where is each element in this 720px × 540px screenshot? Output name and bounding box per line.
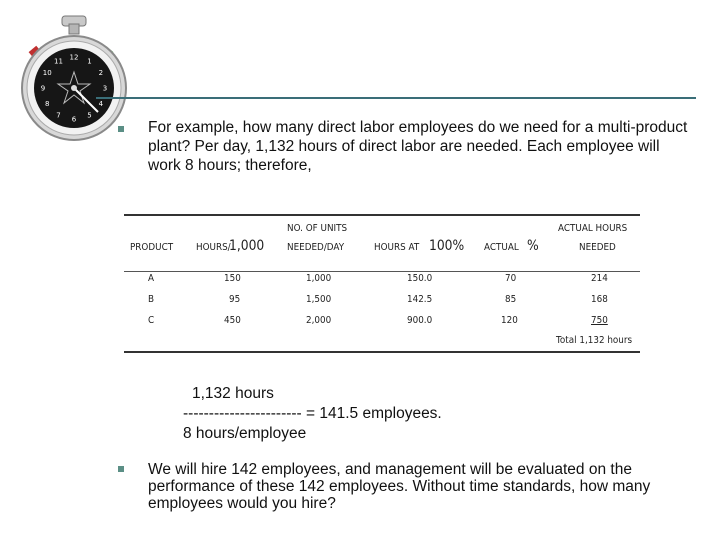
dial-number: 1 (87, 57, 92, 66)
table-total: Total 1,132 hours (556, 335, 633, 346)
col-hours-header-prefix: HOURS/ (196, 242, 231, 253)
col-units-header-line1: NO. OF UNITS (287, 223, 348, 234)
table-cell: A (148, 273, 155, 284)
col-at-header-value: 100% (429, 238, 465, 254)
employee-calculation (183, 384, 442, 444)
table-cell: 900.0 (407, 315, 433, 326)
stopwatch-icon (18, 14, 130, 146)
table-bottom-rule (124, 351, 640, 353)
table-header-rule (124, 271, 640, 272)
table-cell: 2,000 (306, 315, 332, 326)
dial-number: 9 (40, 84, 46, 93)
table-cell: 1,000 (306, 273, 332, 284)
bullet-text-2: We will hire 142 employees, and management will be evaluated on the performance of these 142 employees. Without time standards, how many employees would you hire? (148, 461, 651, 512)
col-actual-header-prefix: ACTUAL (484, 242, 519, 253)
table-cell: 750 (591, 315, 608, 326)
header-rule (96, 97, 696, 99)
calc-denominator: 8 hours/employee (183, 425, 307, 442)
table-cell: 95 (229, 294, 241, 305)
dial-number: 3 (102, 84, 108, 93)
dial-number: 12 (69, 53, 79, 62)
dial-number: 7 (56, 111, 61, 120)
col-hours-header-value: 1,000 (229, 238, 265, 254)
table-top-rule (124, 214, 640, 216)
table-cell: 1,500 (306, 294, 332, 305)
dial-number: 5 (87, 111, 92, 120)
table-cell: 150 (224, 273, 241, 284)
table-cell: 85 (505, 294, 517, 305)
table-cell: C (148, 315, 155, 326)
col-at-header-prefix: HOURS AT (374, 242, 420, 253)
bullet-text-1: For example, how many direct labor employees do we need for a multi-product plant? Per day, 1,132 hours of direct labor are needed. Each employee will work 8 hours; therefore, (148, 119, 688, 174)
table-cell: 168 (591, 294, 608, 305)
col-needed-header-line1: ACTUAL HOURS (558, 223, 628, 234)
table-cell: 214 (591, 273, 608, 284)
table-cell: 70 (505, 273, 517, 284)
calc-numerator: 1,132 hours (192, 385, 274, 402)
dial-number: 6 (71, 115, 77, 124)
dial-number: 11 (54, 57, 63, 66)
table-cell: 450 (224, 315, 241, 326)
dial-number: 2 (98, 69, 104, 77)
col-units-header-line2: NEEDED/DAY (287, 242, 345, 253)
calc-division-line: ----------------------- = 141.5 employees. (183, 405, 442, 422)
bullet-marker (118, 466, 124, 472)
dial-number: 8 (44, 100, 50, 108)
col-actual-header-value: % (527, 238, 539, 254)
table-cell: B (148, 294, 155, 305)
dial-number: 10 (42, 69, 52, 77)
table-cell: 120 (501, 315, 518, 326)
table-cell: 150.0 (407, 273, 433, 284)
labor-table (124, 210, 642, 358)
bullet-marker (118, 126, 124, 132)
col-needed-header-line2: NEEDED (579, 242, 616, 253)
dial-number: 4 (98, 100, 104, 108)
table-cell: 142.5 (407, 294, 433, 305)
col-product-header: PRODUCT (130, 242, 174, 253)
